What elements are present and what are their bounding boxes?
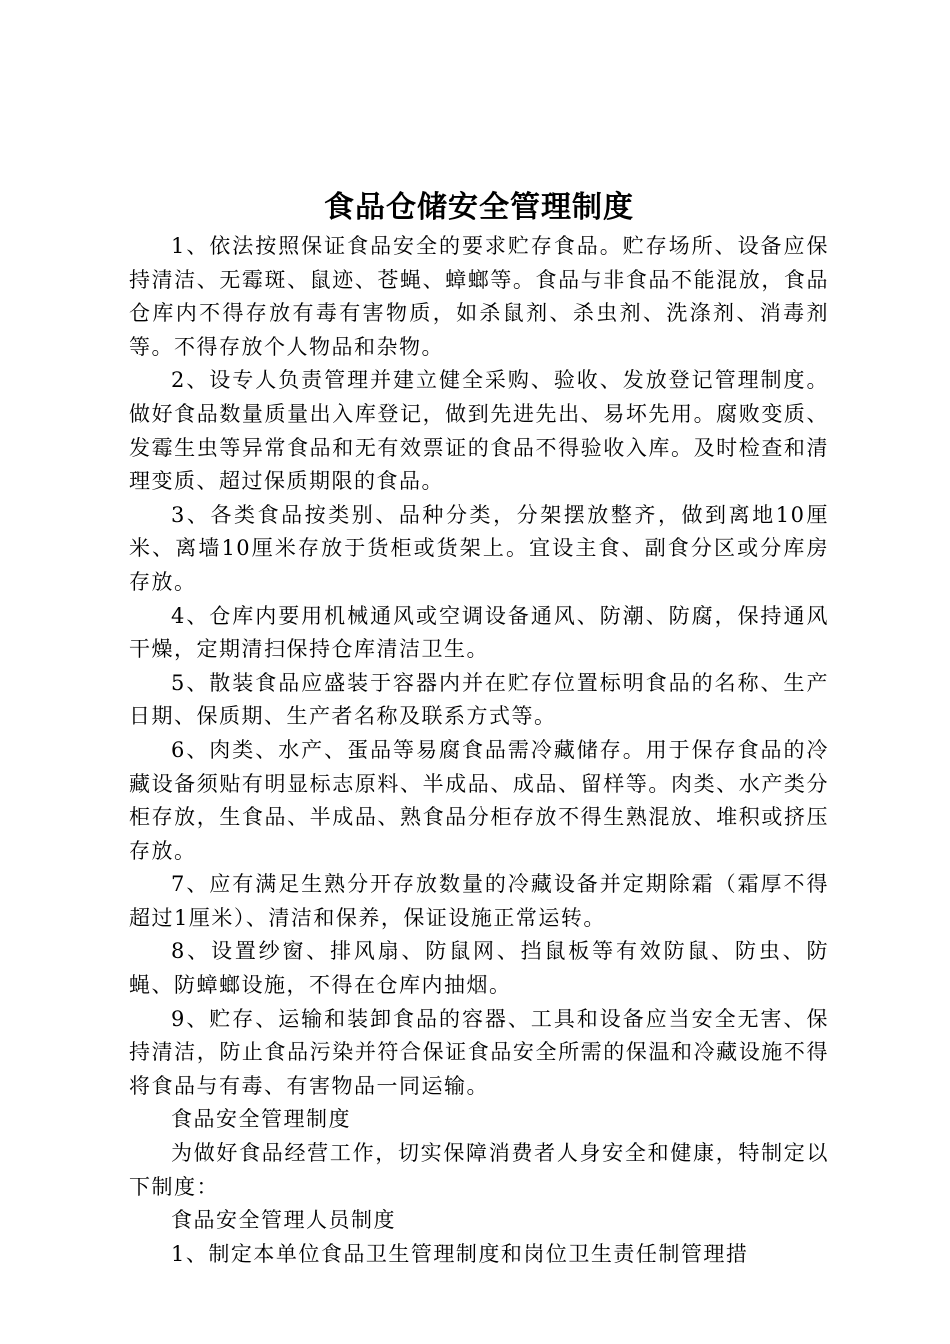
paragraph-3: 3、各类食品按类别、品种分类，分架摆放整齐，做到离地10厘米、离墙10厘米存放于货柜或货架上。宜设主食、副食分区或分库房存放。 [129,502,829,594]
paragraph-5: 5、散装食品应盛装于容器内并在贮存位置标明食品的名称、生产日期、保质期、生产者名称及联系方式等。 [129,670,829,729]
paragraph-4: 4、仓库内要用机械通风或空调设备通风、防潮、防腐，保持通风干燥，定期清扫保持仓库清洁卫生。 [129,603,829,662]
paragraph-6: 6、肉类、水产、蛋品等易腐食品需冷藏储存。用于保存食品的冷藏设备须贴有明显标志原料、半成品、成品、留样等。肉类、水产类分柜存放，生食品、半成品、熟食品分柜存放不得生熟混放、堆积或挤压存放。 [129,737,829,863]
paragraph-9: 9、贮存、运输和装卸食品的容器、工具和设备应当安全无害、保持清洁，防止食品污染并符合保证食品安全所需的保温和冷藏设施不得将食品与有毒、有害物品一同运输。 [129,1006,829,1098]
section-heading-personnel: 食品安全管理人员制度 [171,1208,396,1233]
section-heading-food-safety: 食品安全管理制度 [171,1107,351,1132]
document-title: 食品仓储安全管理制度 [324,190,634,225]
paragraph-personnel-1: 1、制定本单位食品卫生管理制度和岗位卫生责任制管理措 [171,1241,749,1266]
paragraph-intro: 为做好食品经营工作，切实保障消费者人身安全和健康，特制定以下制度： [129,1141,829,1199]
document-page [129,186,829,1271]
paragraph-1: 1、依法按照保证食品安全的要求贮存食品。贮存场所、设备应保持清洁、无霉斑、鼠迹、苍蝇、蟑螂等。食品与非食品不能混放，食品仓库内不得存放有毒有害物质，如杀鼠剂、杀虫剂、洗涤剂、消毒剂等。不得存放个人物品和杂物。 [129,234,829,359]
paragraph-2: 2、设专人负责管理并建立健全采购、验收、发放登记管理制度。做好食品数量质量出入库登记，做到先进先出、易坏先用。腐败变质、发霉生虫等异常食品和无有效票证的食品不得验收入库。及时检查和清理变质、超过保质期限的食品。 [129,368,829,494]
paragraph-7: 7、应有满足生熟分开存放数量的冷藏设备并定期除霜（霜厚不得超过1厘米）、清洁和保养，保证设施正常运转。 [129,872,829,930]
paragraph-8: 8、设置纱窗、排风扇、防鼠网、挡鼠板等有效防鼠、防虫、防蝇、防蟑螂设施，不得在仓库内抽烟。 [129,939,829,998]
